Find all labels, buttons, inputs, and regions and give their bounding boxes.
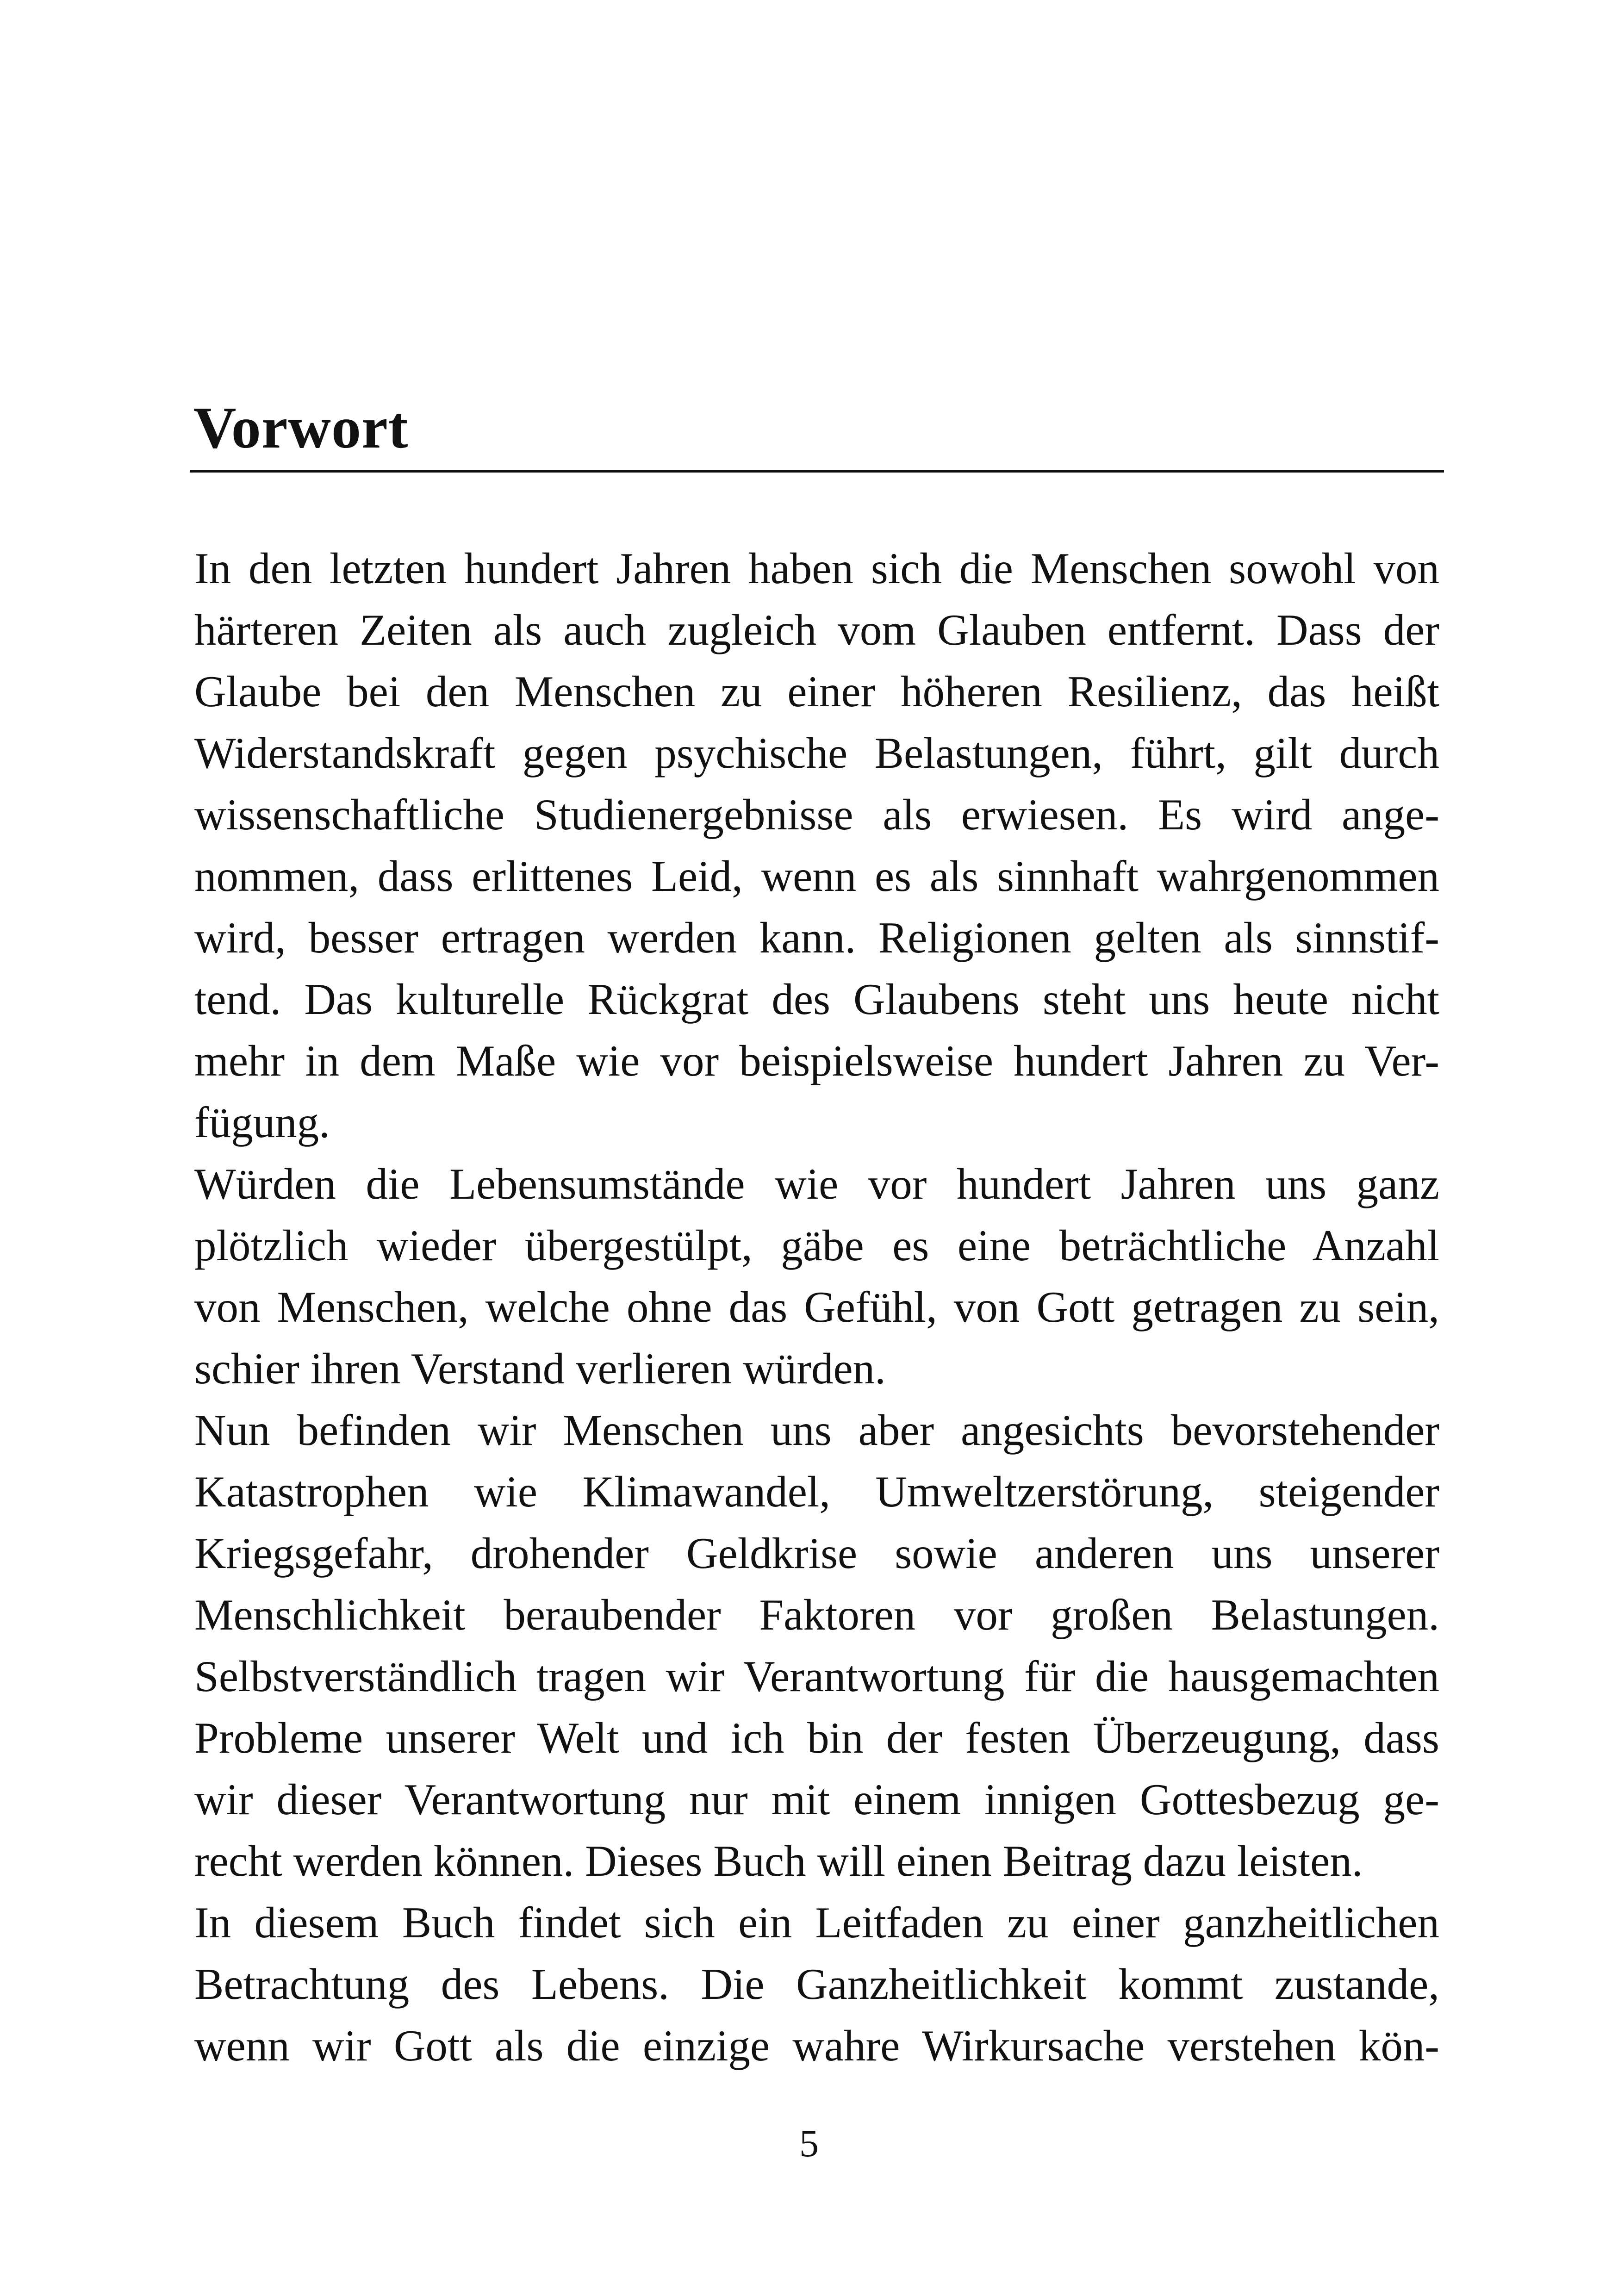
text-line: plötzlich wieder übergestülpt, gäbe es eine beträchtliche Anzahl — [194, 1221, 1439, 1270]
text-line-paragraph-end: schier ihren Verstand verlieren würden. — [194, 1344, 886, 1393]
title-underline-rule — [190, 470, 1444, 473]
text-line: Probleme unserer Welt und ich bin der festen Überzeugung, dass — [194, 1713, 1439, 1762]
page-number: 5 — [799, 2122, 819, 2165]
text-line: In diesem Buch findet sich ein Leitfaden zu einer ganzheitlichen — [194, 1898, 1439, 1947]
text-line: wir dieser Verantwortung nur mit einem innigen Gottesbezug ge- — [194, 1775, 1439, 1824]
text-line: Widerstandskraft gegen psychische Belastungen, führt, gilt durch — [194, 728, 1439, 778]
text-line: tend. Das kulturelle Rückgrat des Glaubens steht uns heute nicht — [194, 975, 1439, 1024]
text-line: In den letzten hundert Jahren haben sich die Menschen sowohl von — [194, 544, 1439, 593]
text-line: wenn wir Gott als die einzige wahre Wirkursache verstehen kön- — [194, 2021, 1439, 2070]
text-line: Menschlichkeit beraubender Faktoren vor großen Belastungen. — [194, 1590, 1439, 1639]
text-line: Selbstverständlich tragen wir Verantwortung für die hausgemachten — [194, 1652, 1439, 1701]
text-line: Betrachtung des Lebens. Die Ganzheitlichkeit kommt zustande, — [194, 1960, 1439, 2009]
text-line: nommen, dass erlittenes Leid, wenn es als sinnhaft wahrgenommen — [194, 852, 1439, 901]
text-line: mehr in dem Maße wie vor beispielsweise hundert Jahren zu Ver- — [194, 1036, 1439, 1085]
text-line: Katastrophen wie Klimawandel, Umweltzerstörung, steigender — [194, 1467, 1439, 1516]
text-line: Nun befinden wir Menschen uns aber angesichts bevorstehender — [194, 1406, 1439, 1455]
text-line-paragraph-end: recht werden können. Dieses Buch will einen Beitrag dazu leisten. — [194, 1836, 1363, 1885]
text-line: Glaube bei den Menschen zu einer höheren Resilienz, das heißt — [194, 667, 1439, 716]
text-line: härteren Zeiten als auch zugleich vom Glauben entfernt. Dass der — [194, 605, 1439, 654]
text-line: von Menschen, welche ohne das Gefühl, von Gott getragen zu sein, — [194, 1282, 1439, 1332]
body-text — [194, 538, 1439, 2077]
text-line: Kriegsgefahr, drohender Geldkrise sowie anderen uns unserer — [194, 1529, 1439, 1578]
text-line: wird, besser ertragen werden kann. Religionen gelten als sinnstif- — [194, 913, 1439, 962]
text-line: wissenschaftliche Studienergebnisse als erwiesen. Es wird ange- — [194, 790, 1439, 839]
text-line-paragraph-end: fügung. — [194, 1098, 330, 1147]
text-line: Würden die Lebensumstände wie vor hundert Jahren uns ganz — [194, 1159, 1439, 1208]
chapter-title: Vorwort — [193, 395, 409, 460]
